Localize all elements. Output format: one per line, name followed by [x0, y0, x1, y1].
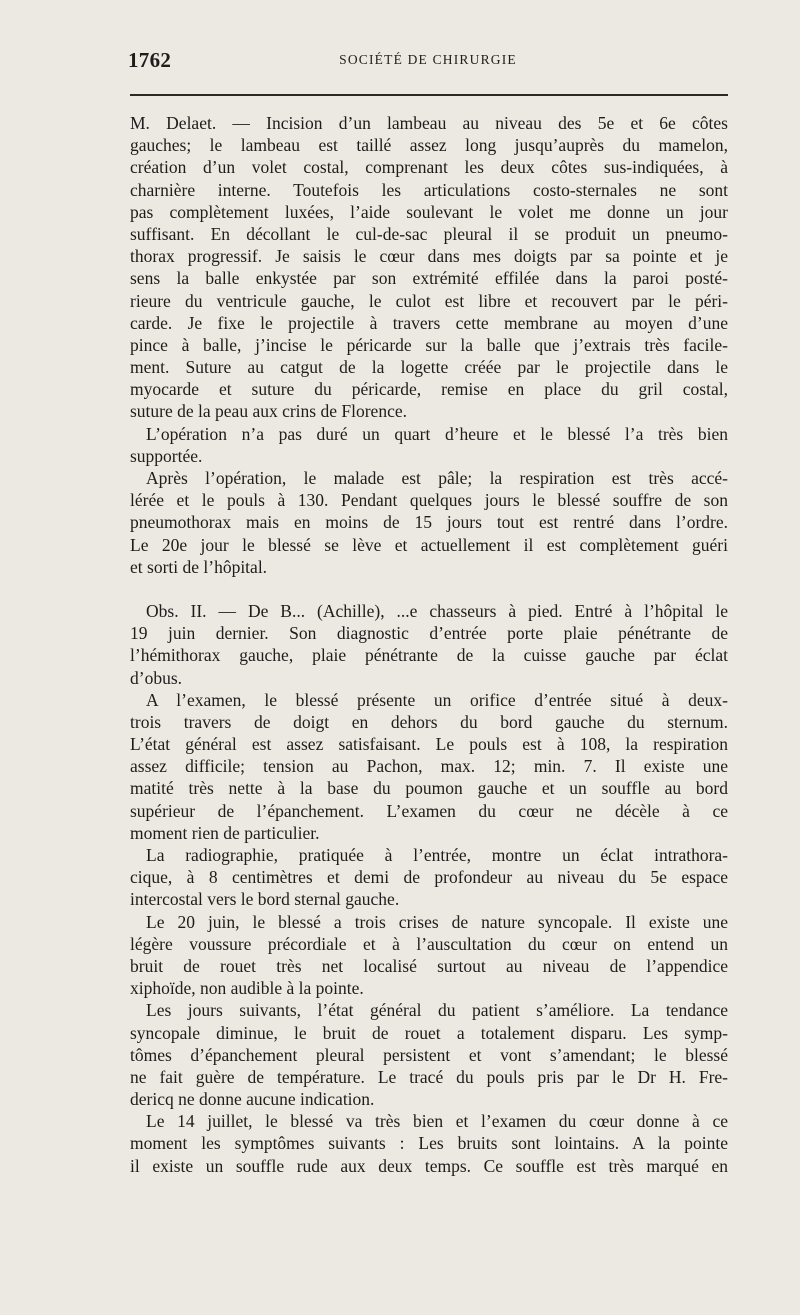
paragraph-gap — [130, 578, 728, 600]
text-line: xiphoïde, non audible à la pointe. — [130, 978, 364, 999]
page-header — [128, 48, 728, 76]
text-line: ment. Suture au catgut de la logette créée par le projectile dans le — [130, 357, 728, 378]
text-line: intercostal vers le bord sternal gauche. — [130, 889, 400, 910]
text-line: L’opération n’a pas duré un quart d’heure et le blessé l’a très bien — [146, 423, 728, 444]
text-line: Le 20e jour le blessé se lève et actuellement il est complètement guéri — [130, 534, 728, 555]
text-line: syncopale diminue, le bruit de rouet a totalement disparu. Les symp- — [130, 1022, 728, 1043]
text-line: L’état général est assez satisfaisant. Le pouls est à 108, la respiration — [130, 734, 728, 755]
text-line: thorax progressif. Je saisis le cœur dans mes doigts par sa pointe et je — [130, 246, 728, 267]
text-line: moment rien de particulier. — [130, 822, 320, 843]
text-line: M. Delaet. — Incision d’un lambeau au niveau des 5e et 6e côtes — [130, 113, 728, 133]
text-line: rieure du ventricule gauche, le culot est libre et recouvert par le péri- — [130, 290, 728, 311]
text-line: ne fait guère de température. Le tracé du pouls pris par le Dr H. Fre- — [130, 1066, 728, 1087]
text-line: pas complètement luxées, l’aide soulevant le volet me donne un jour — [130, 201, 728, 222]
text-line: tômes d’épanchement pleural persistent et vont s’amendant; le blessé — [130, 1044, 728, 1065]
text-line: création d’un volet costal, comprenant les deux côtes sus-indiquées, à — [130, 157, 728, 178]
text-line: La radiographie, pratiquée à l’entrée, montre un éclat intrathora- — [146, 845, 728, 865]
text-line: légère voussure précordiale et à l’auscultation du cœur on entend un — [130, 933, 728, 954]
text-line: myocarde et suture du péricarde, remise en place du gril costal, — [130, 379, 728, 400]
text-line: supérieur de l’épanchement. L’examen du cœur ne décèle à ce — [130, 800, 728, 821]
text-line: charnière interne. Toutefois les articulations costo-sternales ne sont — [130, 179, 728, 200]
text-line: dericq ne donne aucune indication. — [130, 1089, 375, 1110]
text-line: Le 14 juillet, le blessé va très bien et l’examen du cœur donne à ce — [146, 1111, 728, 1132]
text-line: Obs. II. — De B... (Achille), ...e chasseurs à pied. Entré à l’hôpital le — [146, 600, 728, 621]
text-line: moment les symptômes suivants : Les bruits sont lointains. A la pointe — [130, 1133, 728, 1154]
text-line: il existe un souffle rude aux deux temps. Ce souffle est très marqué en — [130, 1155, 728, 1176]
text-line: assez difficile; tension au Pachon, max. 12; min. 7. Il existe une — [130, 756, 728, 777]
text-line: trois travers de doigt en dehors du bord gauche du sternum. — [130, 711, 728, 732]
text-line: bruit de rouet très net localisé surtout au niveau de l’appendice — [130, 955, 728, 976]
text-line: Après l’opération, le malade est pâle; la respiration est très accé- — [146, 468, 728, 488]
text-line: A l’examen, le blessé présente un orifice d’entrée situé à deux- — [146, 689, 728, 710]
text-line: suffisant. En décollant le cul-de-sac pleural il se produit un pneumo- — [130, 223, 728, 244]
text-line: 19 juin dernier. Son diagnostic d’entrée porte plaie pénétrante de — [130, 623, 728, 644]
text-line: Les jours suivants, l’état général du patient s’améliore. La tendance — [146, 1000, 728, 1021]
page-number: 1762 — [128, 48, 172, 72]
text-line: supportée. — [130, 445, 203, 466]
text-line: cique, à 8 centimètres et demi de profondeur au niveau du 5e espace — [130, 867, 728, 888]
text-line: lérée et le pouls à 130. Pendant quelques jours le blessé souffre de son — [130, 490, 728, 511]
header-rule — [130, 94, 728, 96]
text-line: carde. Je fixe le projectile à travers cette membrane au moyen d’une — [130, 312, 728, 333]
text-line: sens la balle enkystée par son extrémité effilée dans la paroi posté- — [130, 268, 728, 289]
text-line: pneumothorax mais en moins de 15 jours tout est rentré dans l’ordre. — [130, 512, 728, 533]
text-line: l’hémithorax gauche, plaie pénétrante de la cuisse gauche par éclat — [130, 645, 728, 666]
text-line: pince à balle, j’incise le péricarde sur la balle que j’extrais très facile- — [130, 334, 728, 355]
text-line: matité très nette à la base du poumon gauche et un souffle au bord — [130, 778, 728, 799]
text-line: et sorti de l’hôpital. — [130, 556, 268, 577]
running-title: SOCIÉTÉ DE CHIRURGIE — [339, 52, 517, 67]
text-line: suture de la peau aux crins de Florence. — [130, 401, 407, 422]
body-text — [130, 112, 728, 1177]
text-line: gauches; le lambeau est taillé assez long jusqu’auprès du mamelon, — [130, 135, 728, 156]
text-line: Le 20 juin, le blessé a trois crises de nature syncopale. Il existe une — [146, 911, 728, 932]
text-line: d’obus. — [130, 667, 183, 688]
